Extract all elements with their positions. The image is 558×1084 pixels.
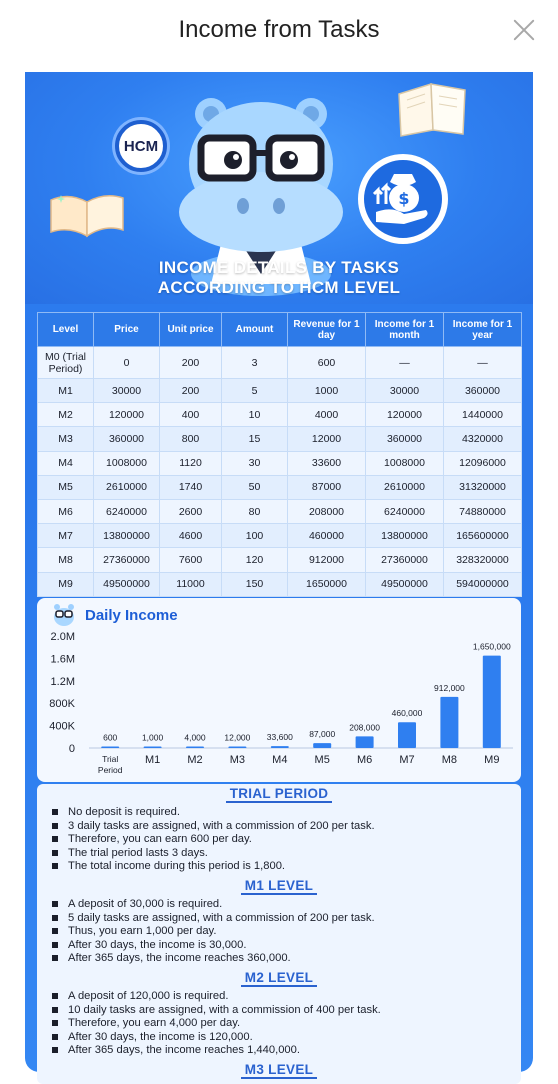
table-cell: 200: [160, 379, 222, 403]
y-tick-label: 800K: [49, 698, 75, 711]
data-label: 460,000: [391, 708, 423, 719]
table-cell: 6240000: [366, 499, 444, 523]
list-item: 10 daily tasks are assigned, with a commission of 400 per task.: [51, 1004, 381, 1018]
data-label: 208,000: [349, 722, 380, 733]
list-item: After 30 days, the income is 120,000.: [51, 1031, 381, 1045]
section-title: [37, 786, 521, 801]
list-item: After 365 days, the income reaches 360,000.: [51, 952, 375, 966]
income-infographic-card: [25, 72, 533, 1077]
table-cell: M5: [38, 475, 94, 499]
table-cell: 10: [222, 403, 288, 427]
table-row: [38, 572, 522, 596]
table-cell: M4: [38, 451, 94, 475]
table-row: [38, 475, 522, 499]
table-cell: 2610000: [94, 475, 160, 499]
table-cell: 120000: [366, 403, 444, 427]
table-row: [38, 524, 522, 548]
table-cell: 360000: [444, 379, 522, 403]
table-cell: 1440000: [444, 403, 522, 427]
table-row: [38, 548, 522, 572]
table-cell: M8: [38, 548, 94, 572]
x-tick-label: M1: [144, 754, 161, 766]
table-cell: 120: [222, 548, 288, 572]
book-icon: [393, 80, 471, 136]
table-cell: 0: [94, 347, 160, 379]
bar: [483, 656, 501, 748]
list-item: Therefore, you can earn 600 per day.: [51, 833, 375, 847]
table-cell: 12096000: [444, 451, 522, 475]
data-label: 600: [103, 732, 118, 743]
table-cell: 1000: [288, 379, 366, 403]
x-tick-label: M4: [272, 754, 288, 766]
table-cell: 165600000: [444, 524, 522, 548]
x-tick-label: Trial Period: [97, 754, 123, 775]
hero-title-line-1: INCOME DETAILS BY TASKS: [158, 258, 400, 277]
column-header: Income for 1 year: [444, 313, 522, 347]
hcm-logo-badge: HCM: [115, 120, 167, 172]
bar: [313, 743, 331, 748]
table-cell: 11000: [160, 572, 222, 596]
table-cell: M9: [38, 572, 94, 596]
data-label: 1,000: [141, 732, 164, 743]
table-cell: 460000: [288, 524, 366, 548]
table-row: [38, 347, 522, 379]
table-cell: M6: [38, 499, 94, 523]
table-cell: 49500000: [94, 572, 160, 596]
table-cell: M2: [38, 403, 94, 427]
list-item: After 365 days, the income reaches 1,440,000.: [51, 1044, 381, 1058]
table-row: [38, 499, 522, 523]
list-item: No deposit is required.: [51, 806, 375, 820]
x-tick-label: M2: [187, 754, 203, 766]
y-tick-label: 0: [68, 743, 75, 755]
list-item: The trial period lasts 3 days.: [51, 847, 375, 861]
table-cell: 150: [222, 572, 288, 596]
daily-income-chart: [37, 598, 521, 782]
table-cell: 5: [222, 379, 288, 403]
list-item: 5 daily tasks are assigned, with a commission of 200 per task.: [51, 912, 375, 926]
x-tick-label: M8: [441, 754, 458, 766]
table-cell: 120000: [94, 403, 160, 427]
table-cell: 7600: [160, 548, 222, 572]
column-header: Price: [94, 313, 160, 347]
table-cell: 594000000: [444, 572, 522, 596]
bar: [398, 722, 416, 748]
table-cell: M3: [38, 427, 94, 451]
table-cell: 74880000: [444, 499, 522, 523]
bar-chart: [37, 598, 521, 782]
table-cell: 1008000: [94, 451, 160, 475]
list-item: A deposit of 30,000 is required.: [51, 898, 375, 912]
table-cell: 4600: [160, 524, 222, 548]
dialog-header: [0, 0, 558, 64]
table-cell: 1740: [160, 475, 222, 499]
table-cell: M7: [38, 524, 94, 548]
table-row: [38, 451, 522, 475]
table-cell: 49500000: [366, 572, 444, 596]
table-cell: 360000: [94, 427, 160, 451]
table-cell: M1: [38, 379, 94, 403]
table-header-row: [38, 313, 522, 347]
table-cell: 30000: [94, 379, 160, 403]
section-list: [51, 898, 375, 966]
data-label: 912,000: [434, 682, 465, 693]
table-cell: 400: [160, 403, 222, 427]
svg-text:$: $: [398, 189, 410, 208]
bar: [228, 747, 246, 749]
open-book-icon: [47, 190, 127, 238]
table-cell: 3: [222, 347, 288, 379]
table-cell: M0 (Trial Period): [38, 347, 94, 379]
table-cell: 80: [222, 499, 288, 523]
table-cell: 30: [222, 451, 288, 475]
table-row: [38, 403, 522, 427]
bar: [271, 746, 289, 748]
table-row: [38, 427, 522, 451]
list-item: Thus, you earn 1,000 per day.: [51, 925, 375, 939]
hero-title: [25, 258, 533, 298]
table-cell: 15: [222, 427, 288, 451]
data-label: 4,000: [184, 732, 206, 743]
x-tick-label: M5: [314, 754, 330, 766]
level-details: [37, 784, 521, 1084]
section-title: [37, 970, 521, 985]
column-header: Revenue for 1 day: [288, 313, 366, 347]
column-header: Income for 1 month: [366, 313, 444, 347]
table-cell: 87000: [288, 475, 366, 499]
table-cell: 100: [222, 524, 288, 548]
money-bag-icon: [358, 154, 448, 244]
section-title-text: M2 LEVEL: [241, 970, 317, 987]
table-cell: 27360000: [94, 548, 160, 572]
y-tick-label: 400K: [49, 720, 75, 733]
bar: [101, 747, 119, 749]
table-cell: 12000: [288, 427, 366, 451]
table-cell: 6240000: [94, 499, 160, 523]
table-cell: 360000: [366, 427, 444, 451]
chart-title: Daily Income: [85, 607, 178, 624]
x-tick-label: M6: [356, 754, 373, 766]
section-list: [51, 990, 381, 1058]
income-table: [37, 312, 521, 590]
list-item: After 30 days, the income is 30,000.: [51, 939, 375, 953]
table-cell: 1650000: [288, 572, 366, 596]
table-cell: 13800000: [366, 524, 444, 548]
table-cell: 13800000: [94, 524, 160, 548]
hero-title-line-2: ACCORDING TO HCM LEVEL: [157, 278, 401, 297]
table-cell: 2610000: [366, 475, 444, 499]
bar: [186, 747, 204, 749]
table-cell: —: [366, 347, 444, 379]
bar: [356, 736, 374, 748]
table-row: [38, 379, 522, 403]
close-icon[interactable]: [512, 18, 536, 42]
data-label: 87,000: [309, 729, 336, 740]
table-cell: 31320000: [444, 475, 522, 499]
table-cell: 4000: [288, 403, 366, 427]
table-cell: 600: [288, 347, 366, 379]
column-header: Amount: [222, 313, 288, 347]
table-cell: 1008000: [366, 451, 444, 475]
bar: [144, 747, 162, 749]
list-item: 3 daily tasks are assigned, with a commission of 200 per task.: [51, 820, 375, 834]
list-item: The total income during this period is 1,800.: [51, 860, 375, 874]
x-tick-label: M7: [399, 754, 415, 766]
section-title-text: M1 LEVEL: [241, 878, 317, 895]
table-cell: 4320000: [444, 427, 522, 451]
table-cell: 30000: [366, 379, 444, 403]
y-tick-label: 1.6M: [50, 653, 75, 666]
data-label: 1,650,000: [472, 641, 511, 652]
y-tick-label: 1.2M: [50, 675, 75, 688]
table-cell: 208000: [288, 499, 366, 523]
section-list: [51, 806, 375, 874]
x-tick-label: M3: [229, 754, 246, 766]
y-tick-label: 2.0M: [50, 631, 75, 643]
table-cell: 328320000: [444, 548, 522, 572]
hippo-mascot-icon: [171, 84, 351, 284]
data-label: 12,000: [224, 732, 251, 743]
table-cell: —: [444, 347, 522, 379]
page-title: Income from Tasks: [178, 16, 380, 43]
table-cell: 33600: [288, 451, 366, 475]
section-title: [37, 878, 521, 893]
list-item: Therefore, you earn 4,000 per day.: [51, 1017, 381, 1031]
section-title-text: M3 LEVEL: [241, 1062, 317, 1079]
list-item: A deposit of 120,000 is required.: [51, 990, 381, 1004]
column-header: Unit price: [160, 313, 222, 347]
x-tick-label: M9: [484, 754, 500, 766]
table-cell: 2600: [160, 499, 222, 523]
section-title-text: TRIAL PERIOD: [226, 786, 333, 803]
table-cell: 50: [222, 475, 288, 499]
bar: [440, 697, 458, 748]
hero-banner: [25, 72, 533, 304]
table-cell: 912000: [288, 548, 366, 572]
data-label: 33,600: [266, 732, 293, 743]
table-cell: 200: [160, 347, 222, 379]
column-header: Level: [38, 313, 94, 347]
table-cell: 27360000: [366, 548, 444, 572]
table-cell: 800: [160, 427, 222, 451]
table-cell: 1120: [160, 451, 222, 475]
section-title: [37, 1062, 521, 1077]
